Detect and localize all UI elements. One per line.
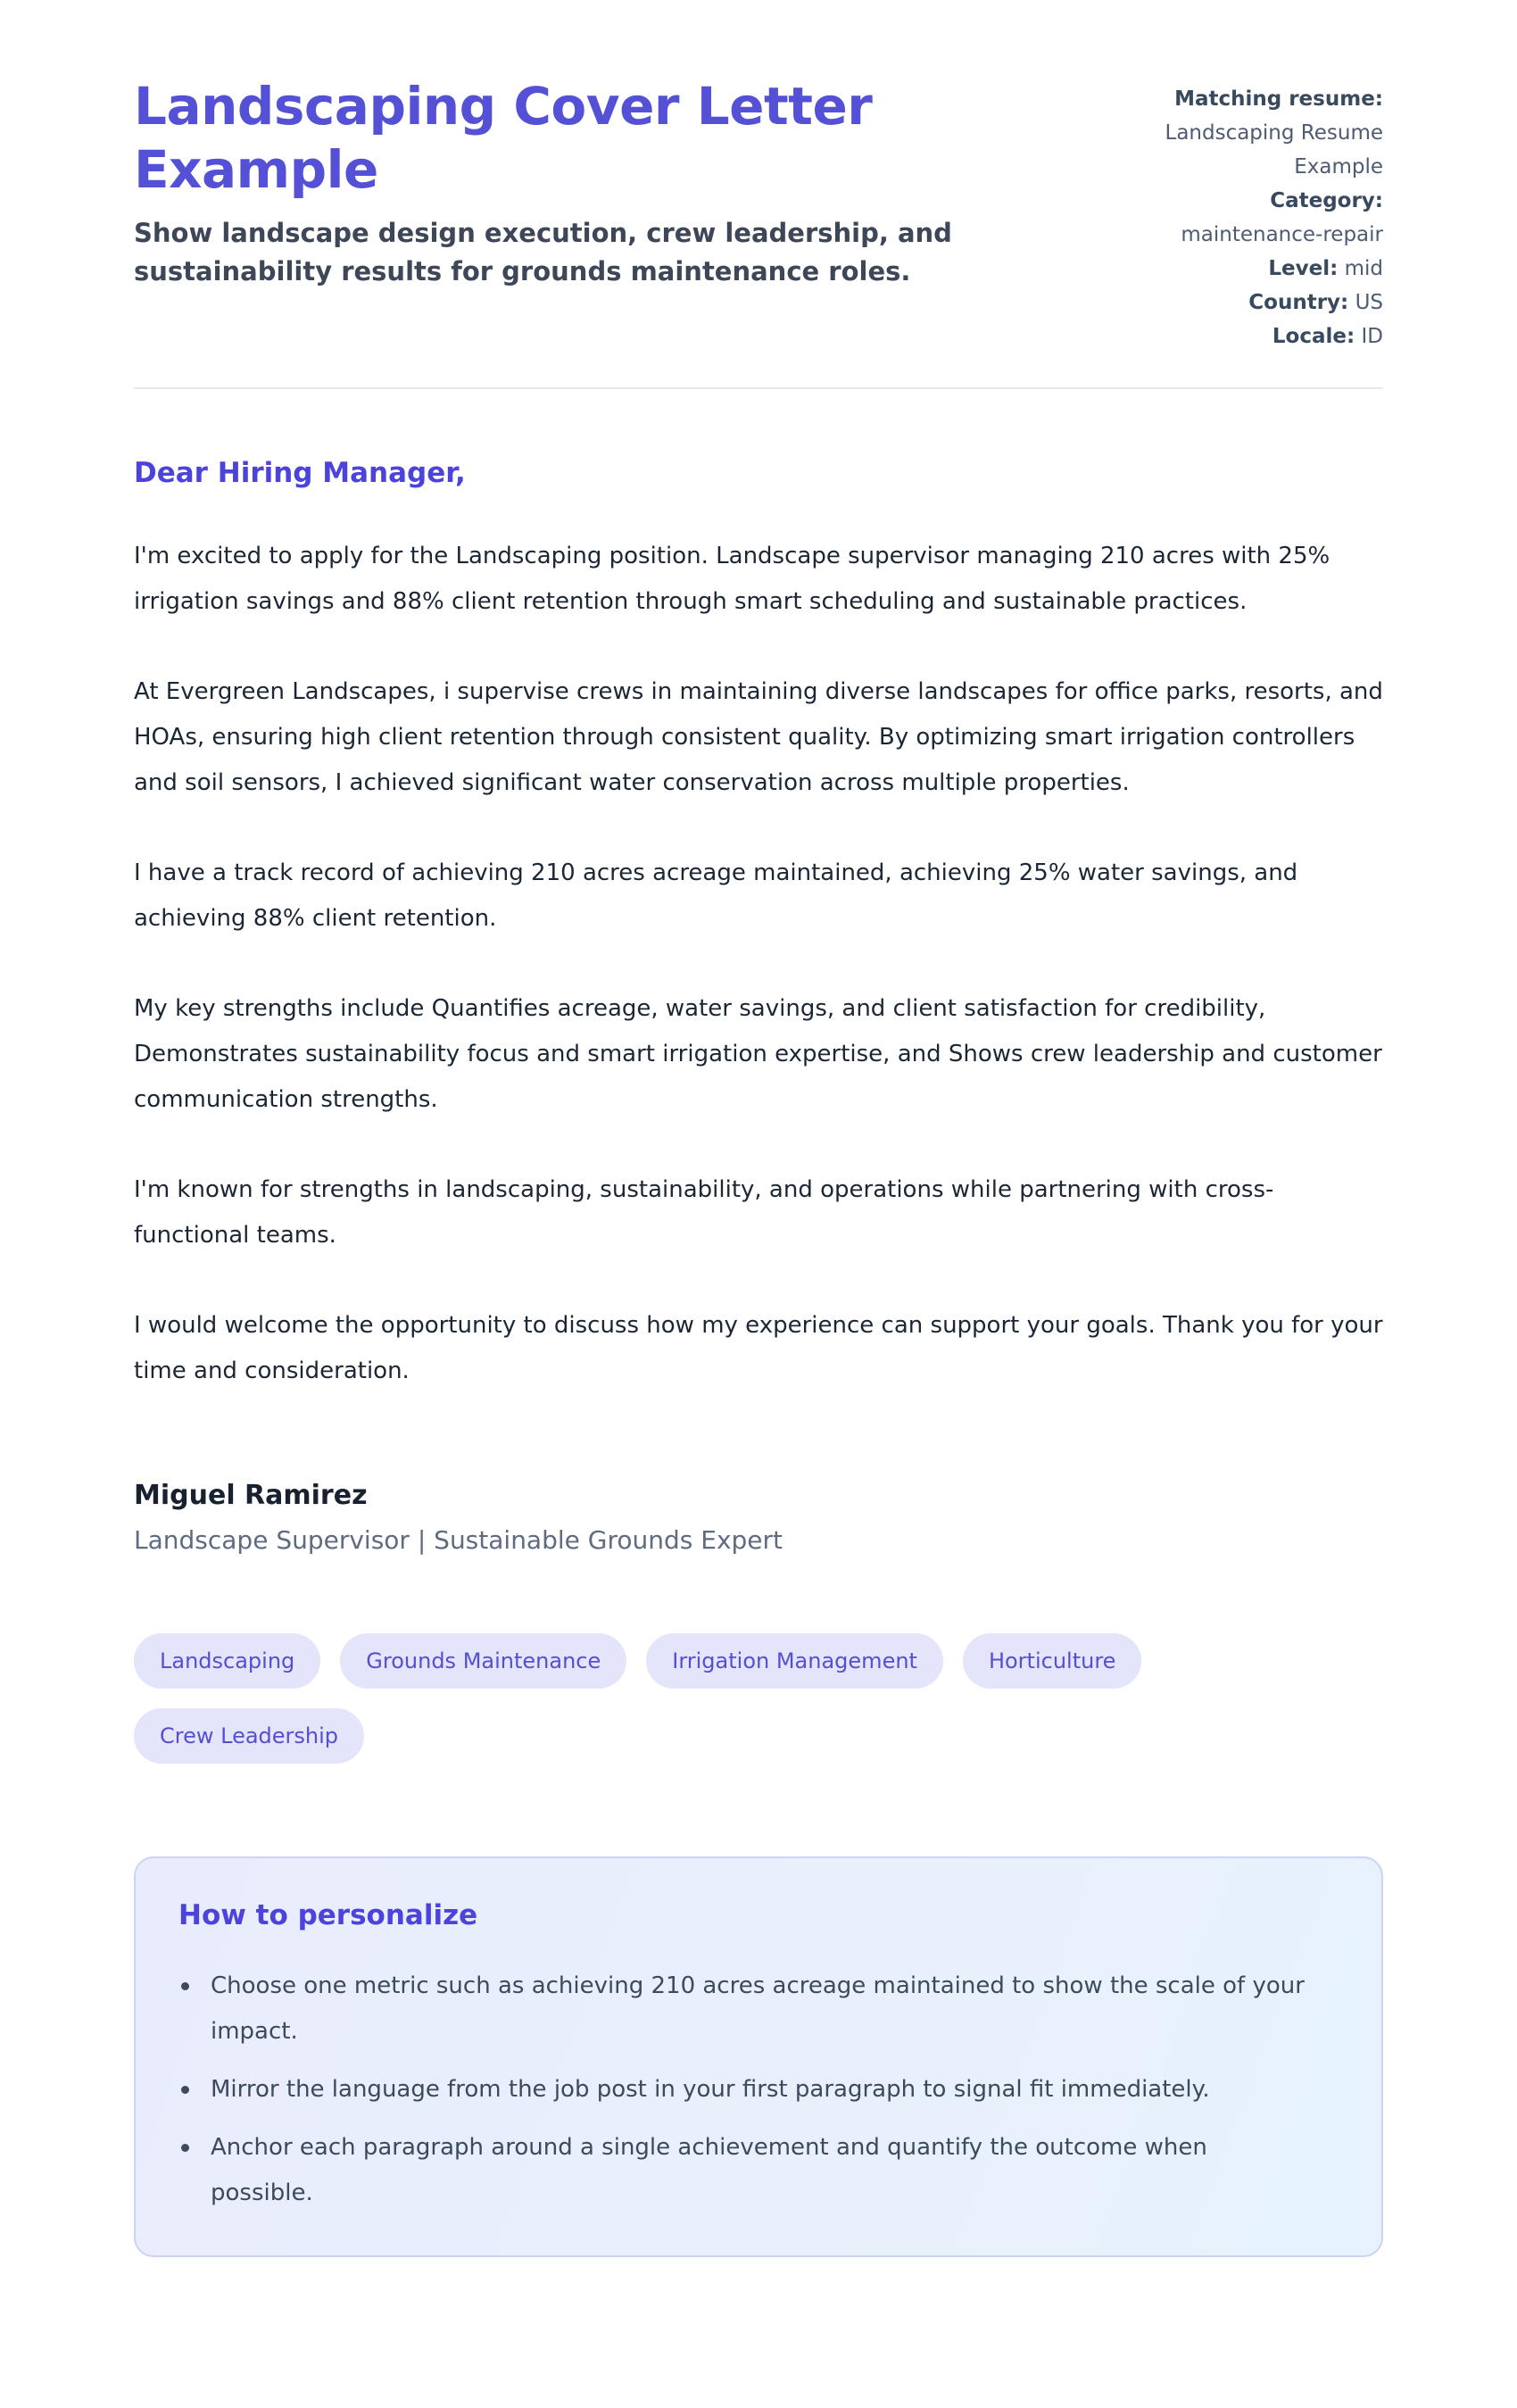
meta-value: US: [1355, 291, 1383, 314]
letter-paragraph: I would welcome the opportunity to discuss how my experience can support your goals. Thank you for your time and consideration.: [134, 1312, 1383, 1384]
meta-country: [1138, 286, 1383, 320]
page-title: Landscaping Cover Letter Example: [134, 76, 873, 200]
meta-label: Level:: [1268, 257, 1339, 280]
meta-label: Country:: [1248, 291, 1349, 314]
header: [134, 75, 1383, 353]
meta-panel: [1138, 75, 1383, 353]
meta-label: Matching resume:: [1174, 87, 1383, 111]
page-subtitle: Show landscape design execution, crew leadership, and sustainability results for grounds maintenance roles.: [134, 217, 952, 286]
personalize-tip: [178, 2125, 1312, 2216]
tip-text: Anchor each paragraph around a single achievement and quantify the outcome when possible.: [211, 2134, 1207, 2206]
meta-value: mid: [1344, 257, 1383, 280]
meta-category: [1138, 184, 1383, 252]
meta-label: Category:: [1270, 189, 1383, 212]
tag-irrigation-management[interactable]: Irrigation Management: [646, 1633, 943, 1689]
bullet-icon: [181, 1982, 189, 1990]
bullet-icon: [181, 2144, 189, 2152]
signature-name: Miguel Ramirez: [134, 1480, 368, 1511]
bullet-icon: [181, 2086, 189, 2094]
personalize-box: [134, 1856, 1383, 2257]
meta-value: Landscaping Resume Example: [1165, 121, 1383, 179]
personalize-title: How to personalize: [178, 1899, 478, 1931]
tag-crew-leadership[interactable]: Crew Leadership: [134, 1708, 364, 1764]
tag-landscaping[interactable]: Landscaping: [134, 1633, 320, 1689]
tag-horticulture[interactable]: Horticulture: [963, 1633, 1141, 1689]
meta-level: [1138, 252, 1383, 286]
meta-matching-resume: [1138, 82, 1383, 184]
signature-role: Landscape Supervisor | Sustainable Grounds Expert: [134, 1525, 783, 1555]
tip-text: Mirror the language from the job post in your first paragraph to signal fit immediately.: [211, 2076, 1210, 2103]
letter-paragraph: I have a track record of achieving 210 acres acreage maintained, achieving 25% water savings, and achieving 88% client retention.: [134, 859, 1298, 932]
personalize-tip-list: [178, 1964, 1339, 2216]
personalize-tip: [178, 2067, 1312, 2113]
divider: [134, 387, 1383, 389]
cover-letter-body: [134, 457, 1383, 1555]
header-text: [134, 75, 1062, 292]
personalize-tip: [178, 1964, 1312, 2055]
letter-paragraph: I'm excited to apply for the Landscaping position. Landscape supervisor managing 210 acres with 25% irrigation savings and 88% client retention through smart scheduling and sustainable practices.: [134, 543, 1330, 615]
tag-list: [134, 1633, 1383, 1764]
tip-text: Choose one metric such as achieving 210 acres acreage maintained to show the scale of your impact.: [211, 1972, 1305, 2045]
meta-label: Locale:: [1272, 325, 1355, 348]
page: [134, 0, 1383, 2257]
meta-value: ID: [1361, 325, 1383, 348]
salutation: Dear Hiring Manager,: [134, 457, 466, 489]
letter-paragraph: I'm known for strengths in landscaping, sustainability, and operations while partnering with cross-functional teams.: [134, 1176, 1274, 1249]
letter-paragraph: At Evergreen Landscapes, i supervise crews in maintaining diverse landscapes for office parks, resorts, and HOAs, ensuring high client retention through consistent quality. By optimizing smart irrigation controllers and soil sensors, I achieved significant water conservation across multiple properties.: [134, 678, 1383, 796]
meta-locale: [1138, 320, 1383, 353]
letter-paragraph: My key strengths include Quantifies acreage, water savings, and client satisfaction for credibility, Demonstrates sustainability focus and smart irrigation expertise, and Shows crew leadership and customer communication strengths.: [134, 995, 1382, 1113]
signature: [134, 1480, 1383, 1555]
meta-value: maintenance-repair: [1181, 223, 1383, 246]
tag-grounds-maintenance[interactable]: Grounds Maintenance: [340, 1633, 626, 1689]
